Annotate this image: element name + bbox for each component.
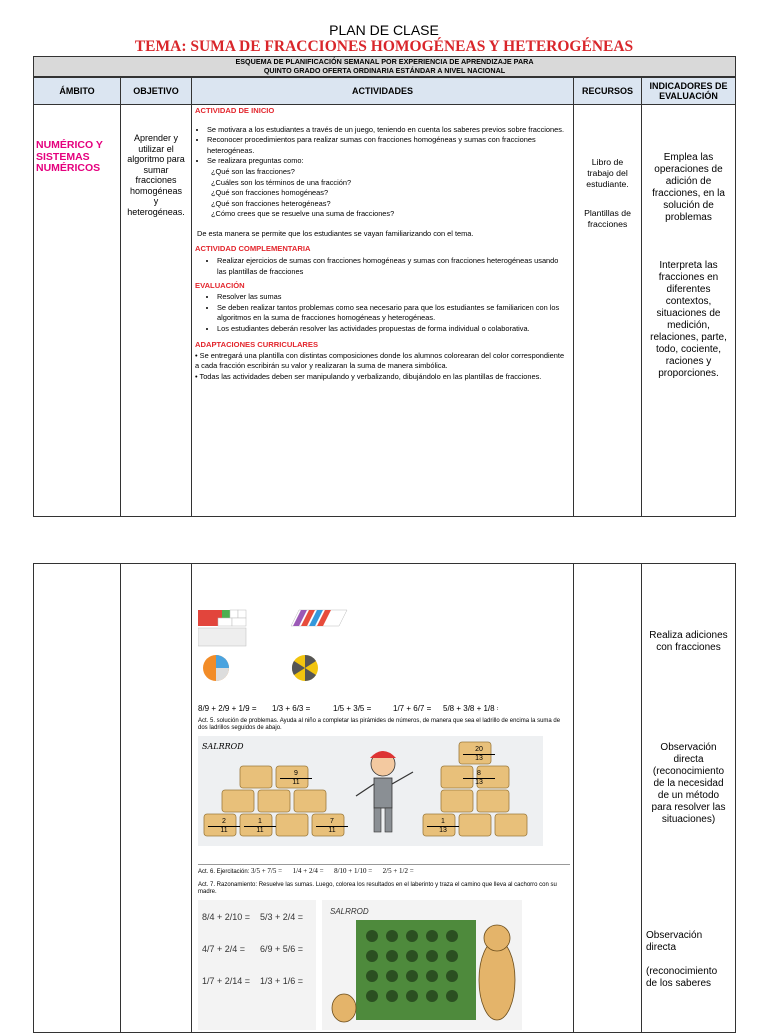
svg-text:6/9 + 5/6 =: 6/9 + 5/6 = (260, 944, 304, 954)
brick-num: 20 (475, 746, 483, 753)
salrrod-label: SALRROD (202, 742, 244, 751)
svg-text:4/7 + 2/4 =: 4/7 + 2/4 = (202, 944, 246, 954)
recursos-line: estudiante. (586, 179, 629, 189)
indicador-line: todo, cociente, (655, 344, 722, 355)
indicador-line: medición, (667, 320, 710, 331)
brick-num: 1 (441, 818, 445, 825)
indicador-line: relaciones, parte, (650, 332, 727, 343)
brick-den: 13 (463, 778, 495, 787)
indicadores-label-1: INDICADORES DE (649, 81, 728, 91)
column-header-recursos: RECURSOS (573, 77, 642, 105)
section-title-inicio: ACTIVIDAD DE INICIO (195, 106, 275, 115)
objetivo-line: y (153, 196, 159, 206)
row2-recursos-cell (573, 563, 642, 1033)
svg-text:8/9 + 2/9 + 1/9 =: 8/9 + 2/9 + 1/9 = (198, 704, 257, 713)
ambito-text (36, 140, 120, 175)
indicador-line: solución de (663, 200, 714, 211)
brick-den: 11 (208, 826, 240, 835)
indicador-line: adición de (665, 176, 712, 187)
evaluacion-bullet: • Los estudiantes deberán resolver las actividades propuestas de forma individual o colaborativa. (217, 324, 569, 335)
ambito-line: NUMÉRICO Y (36, 139, 103, 151)
svg-text:1/5 + 3/5 =: 1/5 + 3/5 = (333, 704, 372, 713)
brick-num: 8 (477, 770, 481, 777)
svg-text:8/4 + 2/10 =: 8/4 + 2/10 = (202, 912, 251, 922)
recursos-libro (574, 157, 641, 190)
evaluacion-list (195, 292, 569, 334)
brick-den: 13 (427, 826, 459, 835)
indicador-line: Observación (660, 742, 717, 753)
act7-caption: Act. 7. Razonamiento: Resuelve las sumas. Luego, colorea los resultados en el laberinto y traza el camino que lleva al cachorro con su madre. (198, 882, 557, 895)
indicador-line: raciones y (665, 356, 712, 367)
indicador-observacion-2 (642, 930, 735, 990)
row2-objetivo-cell (120, 563, 192, 1033)
indicador-line: fracciones en (658, 272, 719, 283)
indicador-emplea (642, 152, 735, 224)
indicador-realiza (642, 630, 735, 654)
svg-text:1/3 + 6/3 =: 1/3 + 6/3 = (272, 704, 311, 713)
section-title-evaluacion: EVALUACIÓN (195, 281, 245, 291)
esquema-line-2: QUINTO GRADO OFERTA ORDINARIA ESTÁNDAR A NIVEL NACIONAL (263, 65, 506, 75)
indicador-line: Interpreta las (659, 260, 718, 271)
recursos-plantillas (574, 208, 641, 230)
recursos-line: fracciones (587, 219, 628, 229)
inicio-list (195, 125, 569, 167)
column-header-indicadores (641, 77, 736, 105)
objetivo-text (121, 133, 191, 217)
indicadores-label-2: EVALUACIÓN (659, 91, 718, 101)
indicador-observacion (642, 742, 735, 826)
complementaria-bullet: • Realizar ejercicios de sumas con fracciones homogéneas y sumas con fracciones heterogéneas usando las plantillas de fracciones (217, 256, 569, 277)
brick-num: 9 (294, 770, 298, 777)
pyramids-panel (198, 736, 543, 846)
act6-line (198, 864, 570, 876)
pregunta: ¿Qué son las fracciones? (211, 166, 295, 176)
row1-indicadores-cell (641, 104, 736, 517)
tema-title: TEMA: SUMA DE FRACCIONES HOMOGÉNEAS Y HETEROGÉNEAS (134, 38, 634, 55)
pregunta: ¿Cómo crees que se resuelve una suma de fracciones? (211, 209, 395, 219)
recursos-line: Libro de (591, 157, 624, 167)
brick-num: 1 (258, 818, 262, 825)
fraction-bars-illustration (287, 608, 357, 708)
evaluacion-bullet: • Se deben realizar tantos problemas como sea necesario para que los estudiantes se familiaricen con los algoritmos en la suma de fracciones homogéneas y heterogéneas. (217, 303, 569, 324)
row1-objetivo-cell (120, 104, 192, 517)
objetivo-line: utilizar el (138, 143, 174, 154)
brick-fraction (463, 770, 495, 787)
pregunta: ¿Cuáles son los términos de una fracción? (211, 177, 352, 187)
pregunta: ¿Qué son fracciones heterogéneas? (211, 198, 331, 208)
indicador-line: directa (673, 754, 704, 765)
preguntas-list (195, 167, 569, 220)
indicador-line: operaciones de (654, 164, 723, 175)
brick-fraction (244, 818, 276, 835)
row2-ambito-cell (33, 563, 121, 1033)
row1-actividades-cell (191, 104, 574, 517)
adaptaciones-line: • Todas las actividades deben ser manipulando y verbalizando, dibujándolo en las plantillas de fracciones. (195, 372, 542, 382)
indicador-line: directa (646, 942, 677, 953)
objetivo-line: Aprender y (133, 133, 179, 143)
svg-text:1/7 + 6/7 =: 1/7 + 6/7 = (393, 704, 432, 713)
ambito-line: SISTEMAS (36, 150, 90, 163)
indicador-line: (reconocimiento (652, 766, 725, 777)
indicador-line: Realiza adiciones (649, 630, 728, 641)
plan-title: PLAN DE CLASE (329, 22, 439, 38)
row1-ambito-cell (33, 104, 121, 517)
brick-num: 7 (330, 818, 334, 825)
indicador-line: contextos, (665, 296, 712, 307)
objetivo-line: heterogéneas. (127, 206, 185, 217)
indicador-line: (reconocimiento (646, 966, 718, 977)
indicador-line: para resolver las (651, 802, 726, 813)
evaluacion-bullet: • Resolver las sumas (217, 292, 569, 303)
brick-den: 11 (316, 826, 348, 835)
fraction-sums-row (198, 700, 498, 718)
inicio-cierre: De esta manera se permite que los estudiantes se vayan familiarizando con el tema. (197, 228, 474, 238)
esquema-banner (33, 56, 736, 77)
indicador-line: problemas (665, 212, 712, 223)
indicador-line: situaciones de (656, 308, 721, 319)
fraction-sums (198, 700, 498, 716)
objetivo-line: homogéneas (129, 185, 183, 196)
recursos-line: Plantillas de (584, 208, 631, 218)
inicio-bullet: • Se motivara a los estudiantes a través de un juego, teniendo en cuenta los saberes previos sobre fracciones. (207, 125, 569, 136)
ambito-line: NUMÉRICOS (36, 162, 101, 174)
adaptaciones-line: • Se entregará una plantilla con distintas composiciones donde los alumnos colorearan del color correspondiente a cada fracción escribirán su valor y realizaran la suma de manera simbólica. (195, 350, 565, 371)
complementaria-list (195, 256, 569, 277)
column-header-objetivo: OBJETIVO (120, 77, 192, 105)
indicador-line: con fracciones (656, 642, 721, 653)
maze-illustration (322, 900, 522, 1030)
brick-fraction (463, 746, 495, 763)
svg-text:1/7 + 2/14 =: 1/7 + 2/14 = (202, 976, 251, 986)
indicador-line: proporciones. (658, 368, 719, 379)
brick-den: 13 (463, 754, 495, 763)
esquema-line-1: ESQUEMA DE PLANIFICACIÓN SEMANAL POR EXPERIENCIA DE APRENDIZAJE PARA (235, 57, 534, 66)
indicador-line: diferentes (666, 284, 711, 295)
pregunta: ¿Qué son fracciones homogéneas? (211, 188, 329, 198)
inicio-bullet: • Reconocer procedimientos para realizar sumas con fracciones homogéneas y sumas con fracciones heterogéneas. (207, 135, 569, 156)
section-title-complementaria: ACTIVIDAD COMPLEMENTARIA (195, 243, 311, 253)
recursos-line: trabajo del (587, 168, 628, 178)
brick-den: 11 (280, 778, 312, 787)
brick-num: 2 (222, 818, 226, 825)
svg-text:5/8 + 3/8 + 1/8 =: 5/8 + 3/8 + 1/8 = (443, 704, 498, 713)
indicador-line: situaciones) (661, 814, 716, 825)
objetivo-line: algoritmo para (127, 154, 185, 164)
indicador-line: fracciones, en la (652, 188, 725, 199)
brick-den: 11 (244, 826, 276, 835)
row2-indicadores-cell (641, 563, 736, 1033)
svg-text:1/3 + 1/6 =: 1/3 + 1/6 = (260, 976, 304, 986)
indicador-line: Emplea las (663, 152, 714, 163)
column-header-ambito: ÁMBITO (33, 77, 121, 105)
indicador-line: Observación (646, 930, 703, 941)
svg-text:SALRROD: SALRROD (330, 907, 369, 916)
brick-fraction (316, 818, 348, 835)
indicador-line: de los saberes (646, 978, 712, 989)
act6-label: Act. 6. Ejercitación: (198, 869, 250, 875)
column-header-actividades: ACTIVIDADES (191, 77, 574, 105)
brick-fraction (208, 818, 240, 835)
row1-recursos-cell (573, 104, 642, 517)
brick-fraction (427, 818, 459, 835)
objetivo-line: sumar (143, 164, 169, 175)
svg-text:5/3 + 2/4 =: 5/3 + 2/4 = (260, 912, 304, 922)
objetivo-line: fracciones (135, 175, 177, 185)
brick-fraction (280, 770, 312, 787)
act6-sums: 3/5 + 7/5 = 1/4 + 2/4 = 8/10 + 1/10 = 2/5 + 1/2 = (251, 867, 414, 875)
indicador-interpreta (642, 260, 735, 380)
indicador-line: de la necesidad (653, 778, 724, 789)
act5-caption: Act. 5. solución de problemas. Ayuda al niño a completar las pirámides de números, de manera que sea el ladrillo de encima la suma de dos ladrillos seguidos de abajo. (198, 718, 561, 731)
section-title-adaptaciones: ADAPTACIONES CURRICULARES (195, 340, 319, 350)
row2-actividades-cell (191, 563, 574, 1033)
indicador-line: de un método (657, 790, 720, 801)
act7-sums-illustration (198, 900, 318, 1030)
inicio-bullet: • Se realizara preguntas como: (207, 156, 569, 167)
